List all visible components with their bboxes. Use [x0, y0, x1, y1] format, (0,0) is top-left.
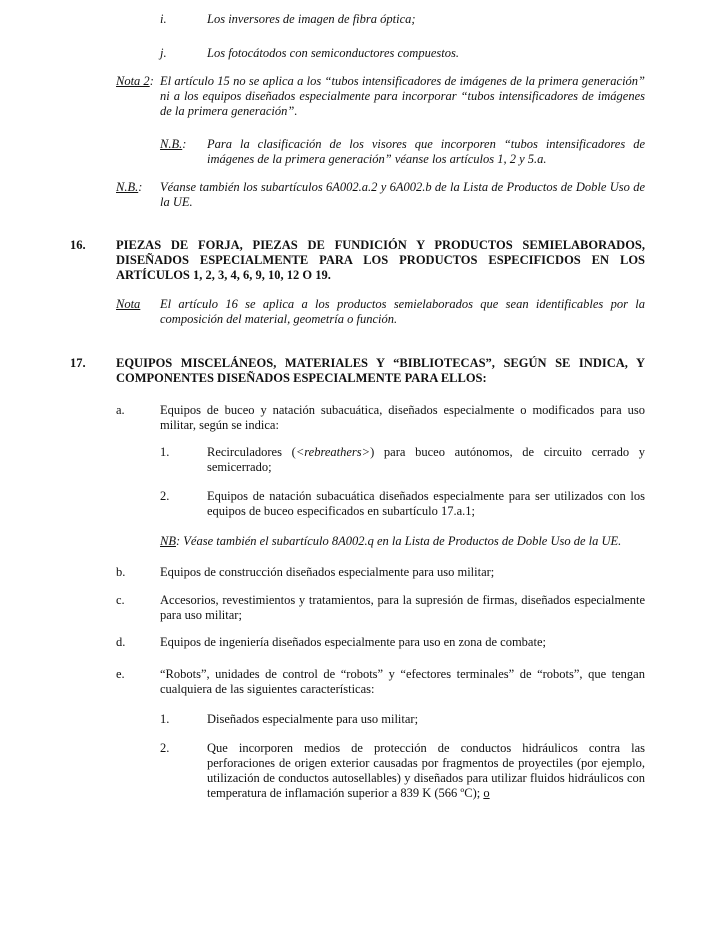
- sec17-a-nb: NB: Véase también el subartículo 8A002.q en la Lista de Productos de Doble Uso de la UE.: [160, 534, 622, 548]
- sec16-note-label: Nota: [116, 297, 141, 311]
- item-i-text: Los inversores de imagen de fibra óptica;: [207, 12, 416, 26]
- sec17-heading: EQUIPOS MISCELÁNEOS, MATERIALES Y “BIBLIOTECAS”, SEGÚN SE INDICA, Y COMPONENTES DISEÑADOS ESPECIALMENTE PARA ELLOS:: [116, 356, 645, 385]
- nb2-label: N.B.:: [116, 180, 143, 194]
- sec17-e2-label: 2.: [160, 741, 170, 755]
- sec17-e2-text: Que incorporen medios de protección de conductos hidráulicos contra las perforaciones de origen exterior causadas por fragmentos de proyectiles (por ejemplo, utilización de conductos autosellables) y diseñados para utilizar fluidos hidráulicos con temperatura de inflamación superior a 839 K (566 ºC); o: [207, 741, 645, 800]
- item-j-text: Los fotocátodos con semiconductores compuestos.: [207, 46, 459, 60]
- sec17-a-text: Equipos de buceo y natación subacuática, diseñados especialmente o modificados para uso militar, según se indica:: [160, 403, 645, 432]
- sec17-a2-text: Equipos de natación subacuática diseñados especialmente para ser utilizados con los equipos de buceo especificados en subartículo 17.a.1;: [207, 489, 645, 518]
- sec17-e1-label: 1.: [160, 712, 170, 726]
- nb2-text: Véanse también los subartículos 6A002.a.2 y 6A002.b de la Lista de Productos de Doble Uso de la UE.: [160, 180, 645, 209]
- nota2-text: El artículo 15 no se aplica a los “tubos intensificadores de imágenes de la primera generación” ni a los equipos diseñados especialmente para incorporar “tubos intensificadores de imágenes de la primera generación”.: [160, 74, 645, 118]
- sec17-b-label: b.: [116, 565, 126, 579]
- sec17-e-text: “Robots”, unidades de control de “robots” y “efectores terminales” de “robots”, que tengan cualquiera de las siguientes características:: [160, 667, 645, 696]
- sec17-c-text: Accesorios, revestimientos y tratamientos, para la supresión de firmas, diseñados especialmente para uso militar;: [160, 593, 645, 622]
- sec17-d-text: Equipos de ingeniería diseñados especialmente para uso en zona de combate;: [160, 635, 546, 649]
- sec17-a1-label: 1.: [160, 445, 170, 459]
- sec17-number: 17.: [70, 356, 86, 370]
- nb1-text: Para la clasificación de los visores que incorporen “tubos intensificadores de imágenes de la primera generación” véanse los artículos 1, 2 y 5.a.: [207, 137, 645, 166]
- sec17-a2-label: 2.: [160, 489, 170, 503]
- sec16-heading: PIEZAS DE FORJA, PIEZAS DE FUNDICIÓN Y PRODUCTOS SEMIELABORADOS, DISEÑADOS ESPECIALMENTE PARA LOS PRODUCTOS ESPECIFICDOS EN LOS ARTÍCULOS 1, 2, 3, 4, 6, 9, 10, 12 O 19.: [116, 238, 645, 282]
- nota2-label: Nota 2:: [116, 74, 154, 88]
- sec17-c-label: c.: [116, 593, 125, 607]
- sec17-a1-text: Recirculadores (<rebreathers>) para buceo autónomos, de circuito cerrado y semicerrado;: [207, 445, 645, 474]
- item-i-label: i.: [160, 12, 167, 26]
- item-j-label: j.: [160, 46, 167, 60]
- sec16-number: 16.: [70, 238, 86, 252]
- sec17-b-text: Equipos de construcción diseñados especialmente para uso militar;: [160, 565, 495, 579]
- sec17-a-label: a.: [116, 403, 125, 417]
- sec17-e1-text: Diseñados especialmente para uso militar;: [207, 712, 419, 726]
- sec17-d-label: d.: [116, 635, 126, 649]
- sec16-note-text: El artículo 16 se aplica a los productos semielaborados que sean identificables por la composición del material, geometría o función.: [160, 297, 645, 326]
- nb1-label: N.B.:: [160, 137, 187, 151]
- sec17-e2-conj: o: [483, 786, 490, 800]
- sec17-e-label: e.: [116, 667, 125, 681]
